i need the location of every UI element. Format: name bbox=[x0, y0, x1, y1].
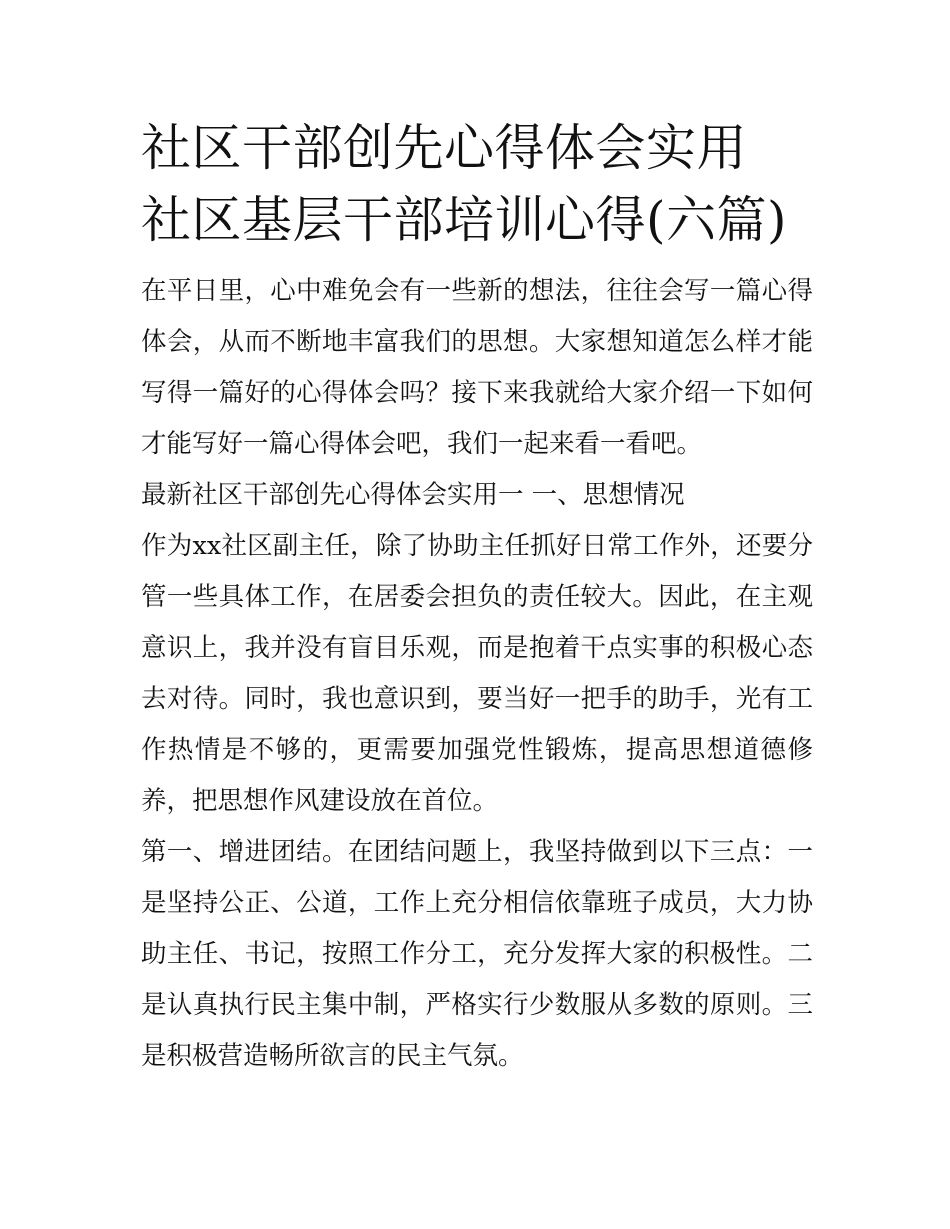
paragraph-unity: 第一、增进团结。在团结问题上，我坚持做到以下三点：一是坚持公正、公道，工作上充分相信依靠班子成员，大力协助主任、书记，按照工作分工，充分发挥大家的积极性。二是认真执行民主集中制，严格实行少数服从多数的原则。三是积极营造畅所欲言的民主气氛。 bbox=[141, 837, 813, 1071]
document-title: 社区干部创先心得体会实用 社区基层干部培训心得(六篇) bbox=[141, 119, 788, 249]
paragraph-thoughts: 作为xx社区副主任，除了协助主任抓好日常工作外，还要分管一些具体工作，在居委会担负的责任较大。因此，在主观意识上，我并没有盲目乐观，而是抱着干点实事的积极心态去对待。同时，我也意识到，要当好一把手的助手，光有工作热情是不够的，更需要加强党性锻炼，提高思想道德修养，把思想作风建设放在首位。 bbox=[141, 531, 813, 816]
document-content bbox=[141, 112, 813, 1082]
paragraph-section-heading: 最新社区干部创先心得体会实用一 一、思想情况 bbox=[141, 480, 685, 510]
paragraph-intro: 在平日里，心中难免会有一些新的想法，往往会写一篇心得体会，从而不断地丰富我们的思想。大家想知道怎么样才能写得一篇好的心得体会吗？接下来我就给大家介绍一下如何才能写好一篇心得体会吧，我们一起来看一看吧。 bbox=[141, 276, 813, 459]
